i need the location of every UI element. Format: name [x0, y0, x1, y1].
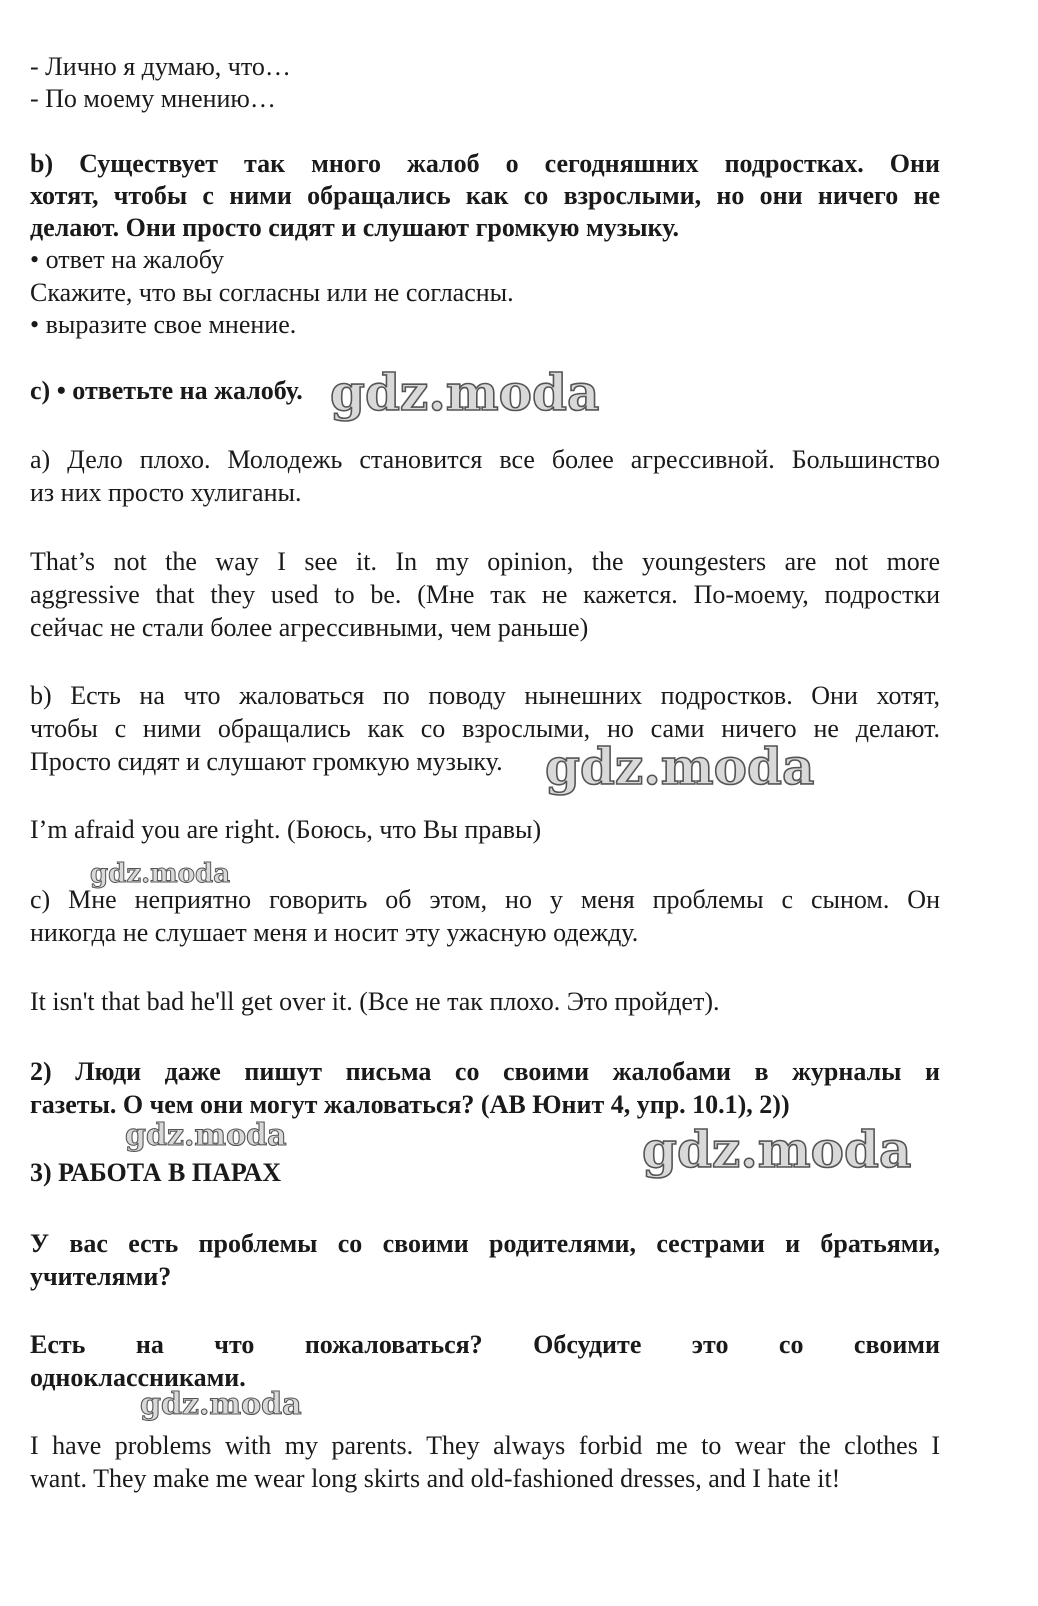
text-line: Скажите, что вы согласны или не согласны. [30, 278, 514, 307]
answer-line: aggressive that they used to be. (Мне так не кажется. По-моему, подростки [30, 580, 940, 609]
text-line: - Лично я думаю, что… [30, 52, 291, 81]
watermark-logo: gdz.moda [545, 737, 815, 796]
text-line: никогда не слушает меня и носит эту ужасную одежду. [30, 918, 639, 947]
task-b-heading: b) Существует так много жалоб о сегодняшних подростках. Они [30, 149, 940, 178]
task-c-heading: c) • ответьте на жалобу. [30, 376, 303, 405]
task-3-heading: 3) РАБОТА В ПАРАХ [30, 1158, 281, 1187]
watermark-logo: gdz.moda [140, 1387, 302, 1422]
task-2-heading: газеты. О чем они могут жаловаться? (АВ Юнит 4, упр. 10.1), 2)) [30, 1090, 790, 1119]
text-line: чтобы с ними обращались как со взрослыми, но сами ничего не делают. [30, 714, 940, 743]
watermark-logo: gdz.moda [330, 363, 600, 422]
text-line: - По моему мнению… [30, 84, 276, 113]
text-line: a) Дело плохо. Молодежь становится все более агрессивной. Большинство [30, 445, 940, 474]
task-2-heading: 2) Люди даже пишут письма со своими жалобами в журналы и [30, 1057, 940, 1086]
task-b-heading: хотят, чтобы с ними обращались как со взрослыми, но они ничего не [30, 181, 940, 210]
task-3-question: одноклассниками. [30, 1363, 246, 1392]
text-line: b) Есть на что жаловаться по поводу нынешних подростков. Они хотят, [30, 681, 940, 710]
watermark-logo: gdz.moda [90, 859, 231, 889]
text-line: Просто сидят и слушают громкую музыку. [30, 747, 503, 776]
bullet-item: • ответ на жалобу [30, 245, 225, 274]
watermark-logo: gdz.moda [125, 1118, 287, 1153]
answer-line: сейчас не стали более агрессивными, чем раньше) [30, 613, 589, 642]
answer-line: I’m afraid you are right. (Боюсь, что Вы правы) [30, 815, 542, 844]
answer-line: want. They make me wear long skirts and old-fashioned dresses, and I hate it! [30, 1464, 841, 1493]
task-3-question: Есть на что пожаловаться? Обсудите это со своими [30, 1330, 940, 1359]
answer-line: I have problems with my parents. They always forbid me to wear the clothes I [30, 1431, 940, 1460]
watermark-logo: gdz.moda [642, 1120, 912, 1179]
bullet-item: • выразите свое мнение. [30, 310, 297, 339]
task-b-heading: делают. Они просто сидят и слушают громкую музыку. [30, 213, 680, 242]
text-line: из них просто хулиганы. [30, 478, 302, 507]
task-3-question: учителями? [30, 1262, 172, 1291]
answer-line: It isn't that bad he'll get over it. (Все не так плохо. Это пройдет). [30, 987, 720, 1016]
text-line: c) Мне неприятно говорить об этом, но у меня проблемы с сыном. Он [30, 885, 940, 914]
task-3-question: У вас есть проблемы со своими родителями, сестрами и братьями, [30, 1229, 940, 1258]
answer-line: That’s not the way I see it. In my opinion, the youngesters are not more [30, 547, 940, 576]
